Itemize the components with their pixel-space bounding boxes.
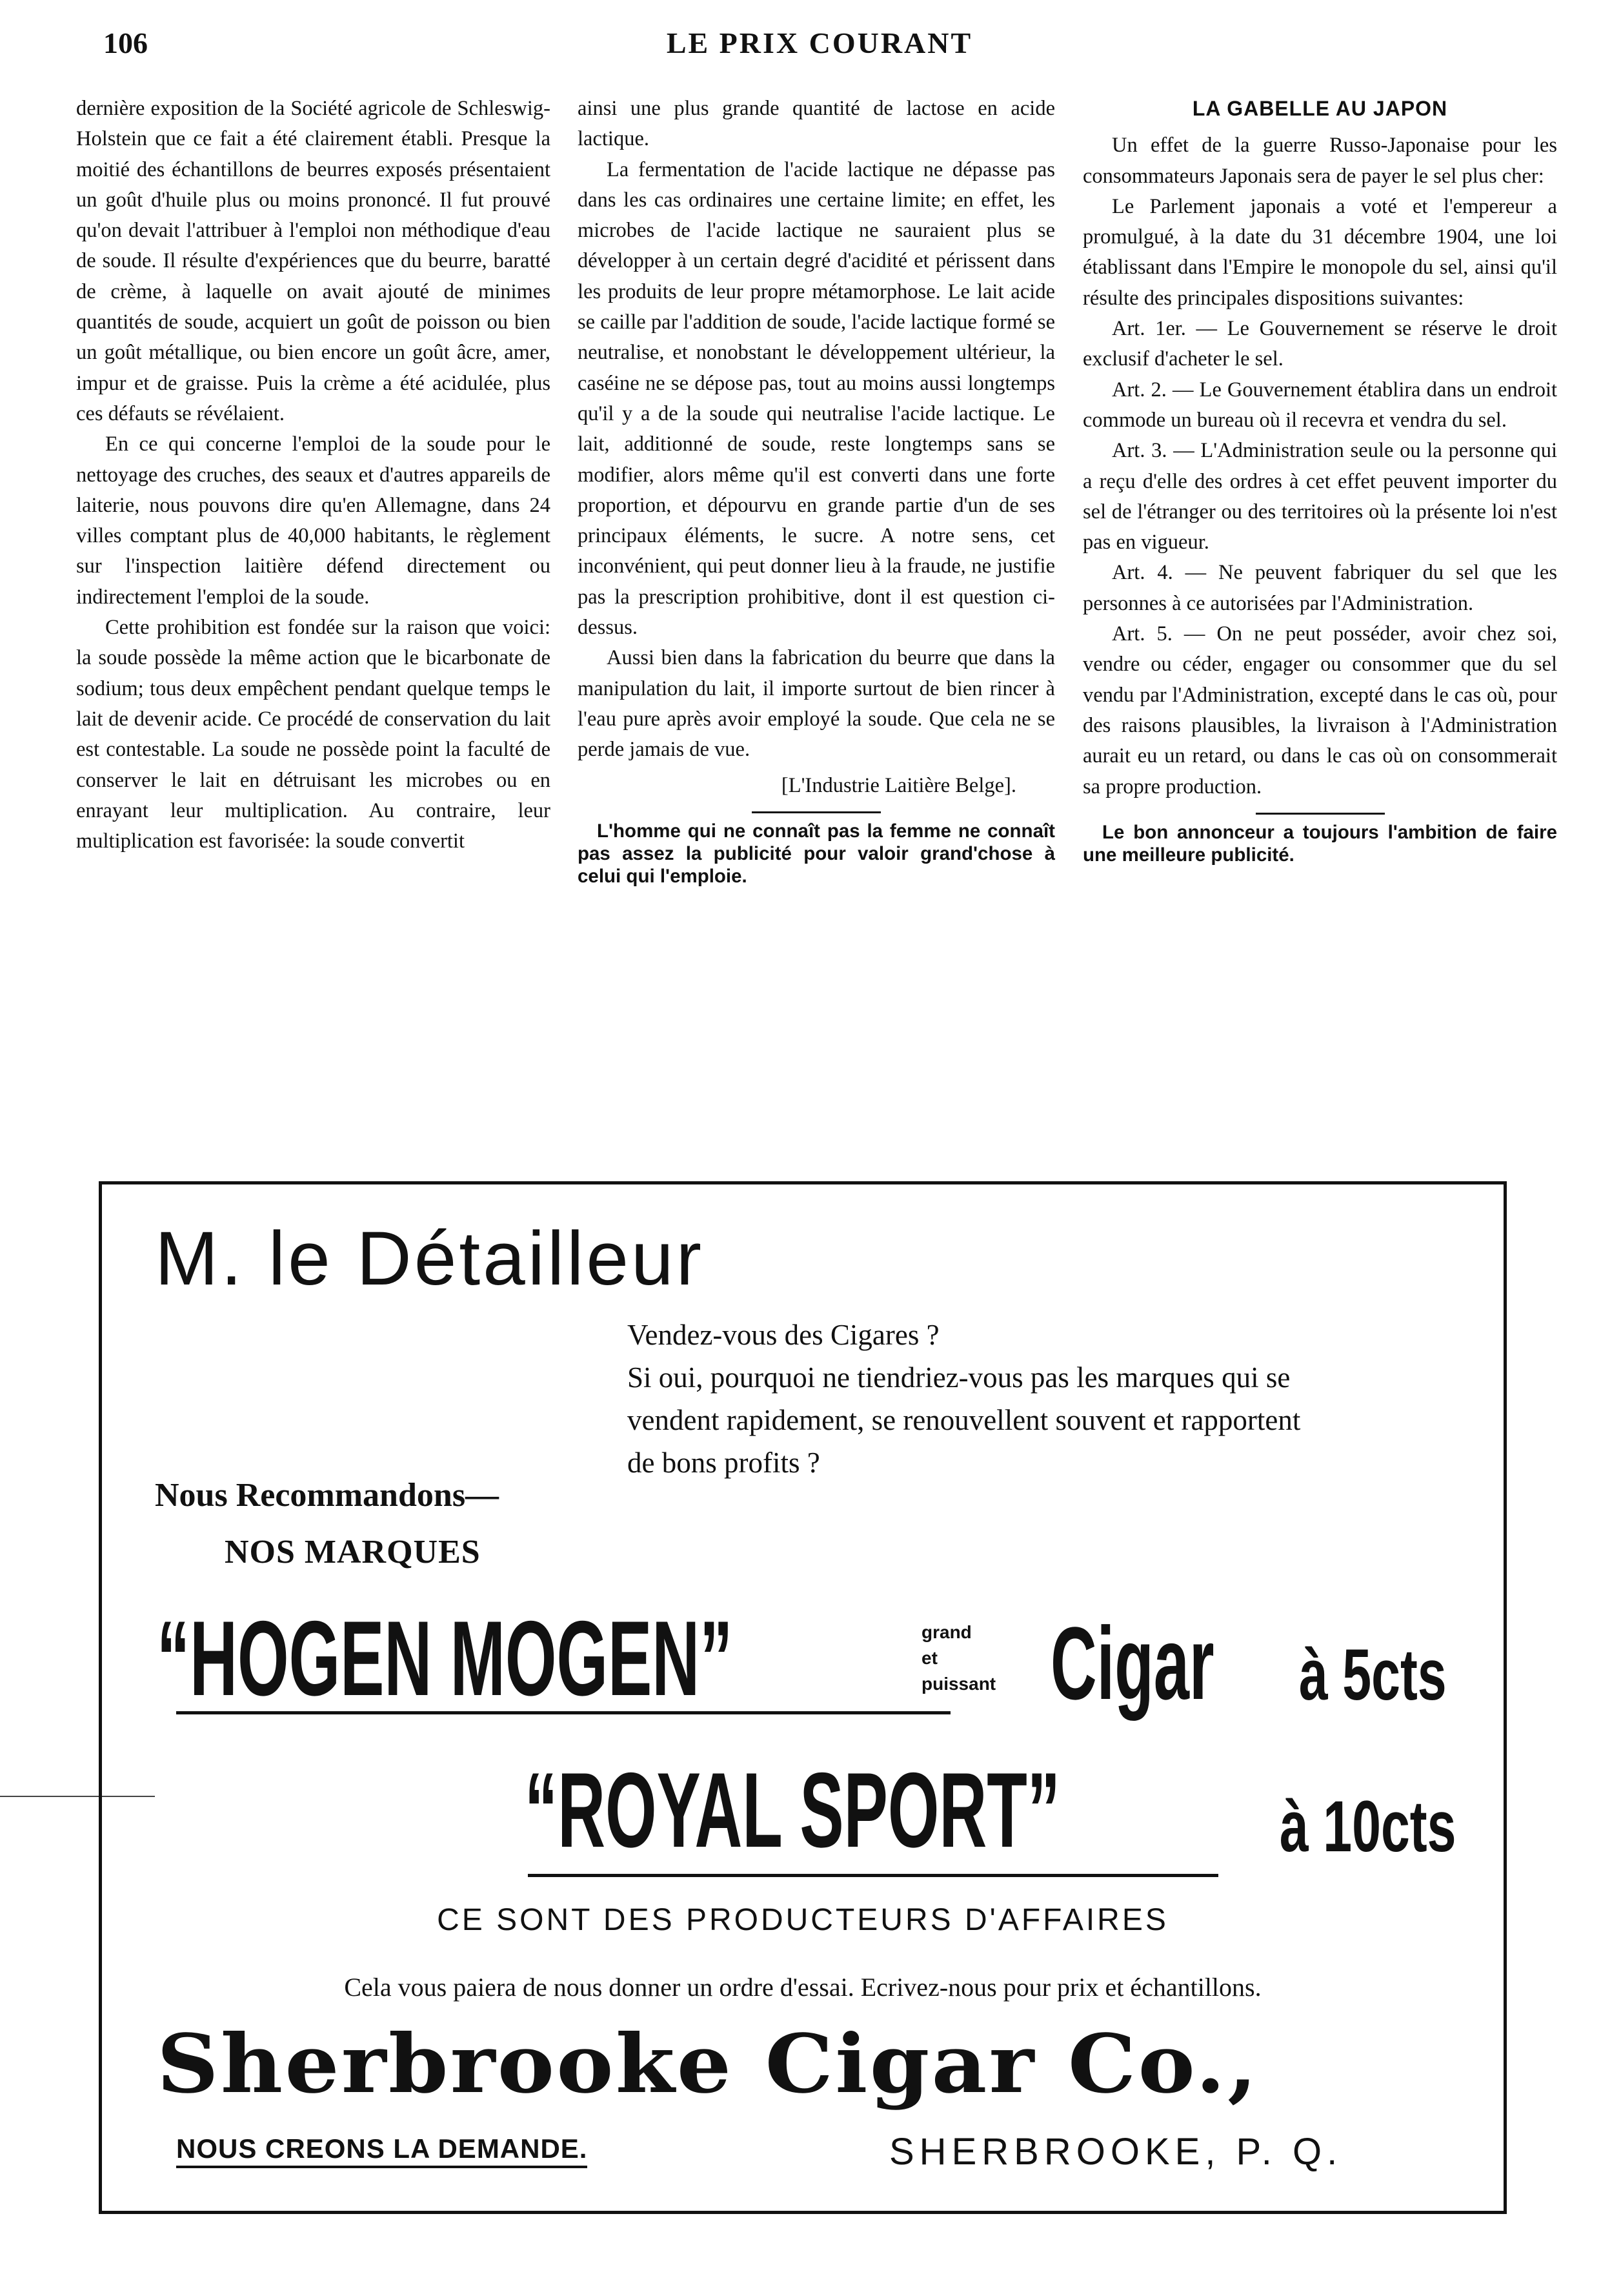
paragraph: La fermentation de l'acide lactique ne dépasse pas dans les cas ordinaires une certaine limite; en effet, les microbes de l'acide lactique ne sauraient plus se développer à un certain degré d'acidité et périssent dans les produits de leur propre métamorphose. Le lait acide se caille par l'addition de soude, l'acide lactique formé se neutralise, et nonobstant le développement ultérieur, la caséine ne se dépose pas, tout au moins aussi longtemps qu'il y a de la soude qui neutralise l'acide lactique. Le lait, additionné de soude, reste longtemps sans se modifier, alors même qu'il est converti dans une forte proportion, et dépourvu en grande partie d'un de ses principaux éléments, le sucre. A notre sens, cet inconvénient, qui peut donner lieu à la fraude, ne justifie pas la prescription prohibitive, dont il est question ci-dessus. — [578, 157, 1055, 640]
article-column-1 — [76, 94, 550, 857]
brand-underline — [528, 1874, 1218, 1877]
section-title: LA GABELLE AU JAPON — [1192, 97, 1448, 120]
divider — [1256, 813, 1385, 815]
brand-hogen-mogen: “HOGEN MOGEN” — [157, 1599, 733, 1718]
company-name: Sherbrooke Cigar Co., — [157, 2017, 1260, 2111]
cigar-advertisement — [99, 1181, 1507, 2214]
paragraph: Le Parlement japonais a voté et l'empereur a promulgué, à la date du 31 décembre 1904, une loi établissant dans l'Empire le monopole du sel, ainsi qu'il résulte des principales dispositions suivantes: — [1083, 194, 1557, 310]
ad-question — [627, 1314, 1492, 1484]
paragraph: Art. 2. — Le Gouvernement établira dans un endroit commode un bureau où il recevra et vendra du sel. — [1083, 378, 1557, 432]
divider — [752, 811, 881, 813]
paragraph: Aussi bien dans la fabrication du beurre que dans la manipulation du lait, il importe surtout de bien rincer à l'eau pure après avoir employé la soude. Que cela ne se perde jamais de vue. — [578, 646, 1055, 762]
brand-qualifier — [921, 1620, 996, 1697]
cigar-word: Cigar — [1051, 1605, 1214, 1721]
article-column-2 — [578, 94, 1055, 888]
ad-tagline: CE SONT DES PRODUCTEURS D'AFFAIRES — [437, 1903, 1169, 1937]
page-number: 106 — [103, 26, 148, 59]
paragraph: Art. 5. — On ne peut posséder, avoir chez soi, vendre ou céder, engager ou consommer que du sel vendu par l'Administration, excepté dans le cas où, pour des raisons plausibles, la livraison à l'Administration aurait eu un retard, ou dans le cas où on consommerait sa propre production. — [1083, 622, 1557, 798]
page-header — [97, 26, 1542, 71]
paragraph: Art. 3. — L'Administration seule ou la personne qui a reçu d'elle des ordres à cet effet peuvent importer du sel de l'étranger ou des territoires où la présente loi n'est pas en vigueur. — [1083, 439, 1557, 554]
paragraph: dernière exposition de la Société agricole de Schleswig-Holstein que ce fait a été clairement établi. Presque la moitié des échantillons de beurres exposés présentaient un goût d'huile plus ou moins prononcé. Il fut prouvé qu'on devait l'attribuer à l'emploi non méthodique d'eau de soude. Il résulte d'expériences que du beurre, baratté de crème, à laquelle on avait ajouté de minimes quantités de soude, acquiert un goût de poisson ou bien un goût métallique, ou bien encore un goût âcre, amer, impur et de graisse. Puis la crème a été acidulée, plus ces défauts se révélaient. — [76, 97, 550, 425]
paragraph: ainsi une plus grande quantité de lactose en acide lactique. — [578, 97, 1055, 151]
brand-underline — [176, 1711, 951, 1714]
ad-question-line: Vendez-vous des Cigares ? — [627, 1319, 940, 1351]
filler-note: L'homme qui ne connaît pas la femme ne connaît pas assez la publicité pour valoir grand'chose à celui qui l'emploie. — [578, 820, 1055, 887]
filler-note: Le bon annonceur a toujours l'ambition de faire une meilleure publicité. — [1083, 821, 1557, 866]
brand-royal-sport: “ROYAL SPORT” — [525, 1751, 1060, 1869]
ad-title: M. le Détailleur — [155, 1216, 704, 1301]
price-10cts: à 10cts — [1280, 1786, 1456, 1867]
article-column-3 — [1083, 94, 1557, 866]
qualifier-word: et — [921, 1648, 938, 1668]
paragraph: Art. 1er. — Le Gouvernement se réserve le droit exclusif d'acheter le sel. — [1083, 317, 1557, 371]
company-city: SHERBROOKE, P. Q. — [889, 2131, 1343, 2173]
qualifier-word: grand — [921, 1622, 972, 1642]
article-source: [L'Industrie Laitière Belge]. — [781, 773, 1016, 797]
paragraph: En ce qui concerne l'emploi de la soude pour le nettoyage des cruches, des seaux et d'autres appareils de laiterie, nous pouvons dire qu'en Allemagne, dans 24 villes comptant plus de 40,000 habitants, le règlement sur l'inspection laitière défend directement ou indirectement l'emploi de la soude. — [76, 432, 550, 609]
price-5cts: à 5cts — [1299, 1634, 1447, 1715]
paragraph: Art. 4. — Ne peuvent fabriquer du sel que les personnes à ce autorisées par l'Administration. — [1083, 561, 1557, 615]
ad-marques: NOS MARQUES — [225, 1534, 481, 1570]
journal-title: LE PRIX COURANT — [666, 26, 973, 59]
paragraph: Un effet de la guerre Russo-Japonaise pour les consommateurs Japonais sera de payer le sel plus cher: — [1083, 134, 1557, 188]
company-slogan: NOUS CREONS LA DEMANDE. — [176, 2133, 587, 2168]
ad-recommend: Nous Recommandons— — [155, 1477, 499, 1514]
qualifier-word: puissant — [921, 1674, 996, 1694]
ad-offer: Cela vous paiera de nous donner un ordre d'essai. Ecrivez-nous pour prix et échantillons. — [344, 1973, 1262, 2002]
paragraph: Cette prohibition est fondée sur la raison que voici: la soude possède la même action que le bicarbonate de sodium; tous deux empêchent pendant quelque temps le lait de devenir acide. Ce procédé de conservation du lait est contestable. La soude ne possède point la faculté de conserver le lait en détruisant les microbes ou en enrayant leur multiplication. Au contraire, leur multiplication est favorisée: la soude convertit — [76, 616, 550, 853]
ad-question-line: vendent rapidement, se renouvellent souvent et rapportent — [627, 1404, 1301, 1436]
ad-question-line: Si oui, pourquoi ne tiendriez-vous pas les marques qui se — [627, 1361, 1291, 1394]
ad-question-line: de bons profits ? — [627, 1447, 820, 1479]
